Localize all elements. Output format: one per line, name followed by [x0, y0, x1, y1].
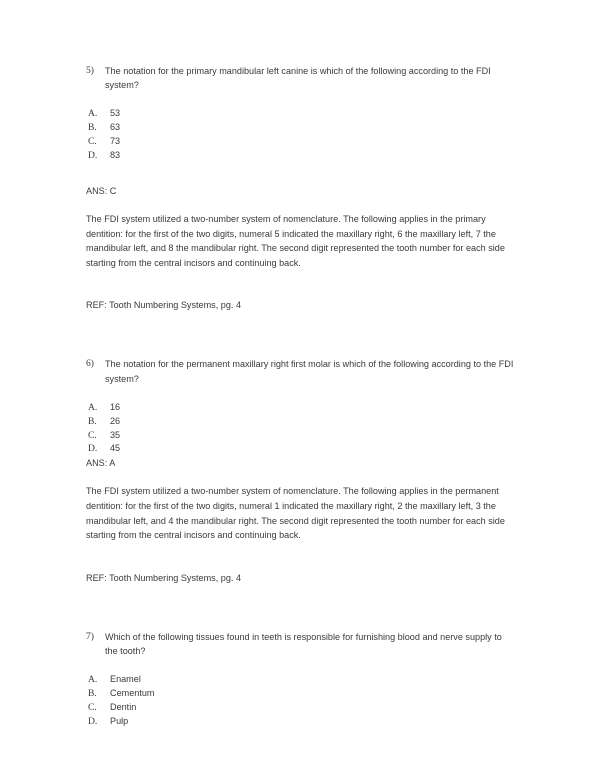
option-7-b[interactable]: [88, 687, 514, 701]
option-value: 63: [110, 122, 121, 133]
option-6-c[interactable]: [88, 429, 514, 443]
option-value: 53: [110, 108, 121, 119]
option-5-a[interactable]: [88, 107, 514, 121]
question-number-6: 6): [86, 358, 94, 370]
answer-line-5: ANS: C: [86, 185, 117, 196]
question-heading-6: [86, 357, 514, 385]
option-5-b[interactable]: [88, 121, 514, 135]
options-list-5: [88, 107, 514, 163]
question-text-6: The notation for the permanent maxillary right first molar is which of the following according to the FDI system?: [105, 359, 514, 384]
question-text-5: The notation for the primary mandibular left canine is which of the following according to the FDI system?: [105, 66, 491, 91]
option-letter: D.: [88, 443, 98, 455]
question-block-5: [86, 64, 514, 312]
option-letter: B.: [88, 415, 97, 427]
option-letter: B.: [88, 687, 97, 699]
option-value: 35: [110, 429, 121, 440]
option-6-a[interactable]: [88, 401, 514, 415]
question-block-7: [86, 630, 514, 729]
question-block-6: [86, 357, 514, 584]
option-letter: A.: [88, 674, 98, 686]
option-value: 73: [110, 136, 121, 147]
section-spacer: [86, 585, 514, 630]
reference-5: REF: Tooth Numbering Systems, pg. 4: [86, 300, 241, 311]
option-6-d[interactable]: [88, 442, 514, 456]
option-letter: C.: [88, 429, 97, 441]
option-5-c[interactable]: [88, 135, 514, 149]
option-value: Cementum: [110, 687, 155, 698]
explanation-5: The FDI system utilized a two-number system of nomenclature. The following applies in the primary dentition: for the first of the two digits, numeral 5 indicated the maxillary right, 6 the maxillary left, 7 the mandibular left, and 8 the mandibular right. The second digit represented the tooth number for each side starting from the central incisors and continuing back.: [86, 213, 505, 268]
option-value: 83: [110, 150, 121, 161]
answer-line-6: ANS: A: [86, 458, 116, 469]
option-letter: C.: [88, 136, 97, 148]
option-letter: D.: [88, 715, 98, 727]
document-content: [86, 64, 514, 729]
option-letter: A.: [88, 108, 98, 120]
option-value: 45: [110, 443, 121, 454]
question-number-5: 5): [86, 65, 94, 76]
reference-6: REF: Tooth Numbering Systems, pg. 4: [86, 572, 241, 583]
section-spacer: [86, 312, 514, 357]
option-value: 16: [110, 401, 121, 412]
question-heading-5: [86, 64, 514, 92]
option-7-a[interactable]: [88, 673, 514, 687]
option-letter: D.: [88, 150, 98, 162]
options-list-7: [88, 673, 514, 729]
options-list-6: [88, 401, 514, 457]
option-value: Enamel: [110, 674, 141, 685]
option-letter: C.: [88, 701, 97, 713]
explanation-6: The FDI system utilized a two-number system of nomenclature. The following applies in the permanent dentition: for the first of the two digits, numeral 1 indicated the maxillary right, 2 the maxillary left, 3 the mandibular left, and 4 the mandibular right. The second digit represented the tooth number for each side starting from the central incisors and continuing back.: [86, 486, 505, 541]
option-value: Pulp: [110, 715, 129, 726]
question-number-7: 7): [86, 630, 94, 642]
option-7-c[interactable]: [88, 701, 514, 715]
question-text-7: Which of the following tissues found in teeth is responsible for furnishing blood and nerve supply to the tooth?: [105, 631, 502, 656]
option-7-d[interactable]: [88, 715, 514, 729]
question-heading-7: [86, 630, 514, 658]
option-6-b[interactable]: [88, 415, 514, 429]
option-value: 26: [110, 415, 121, 426]
option-5-d[interactable]: [88, 149, 514, 163]
option-letter: B.: [88, 122, 97, 134]
option-letter: A.: [88, 401, 98, 413]
option-value: Dentin: [110, 701, 137, 712]
